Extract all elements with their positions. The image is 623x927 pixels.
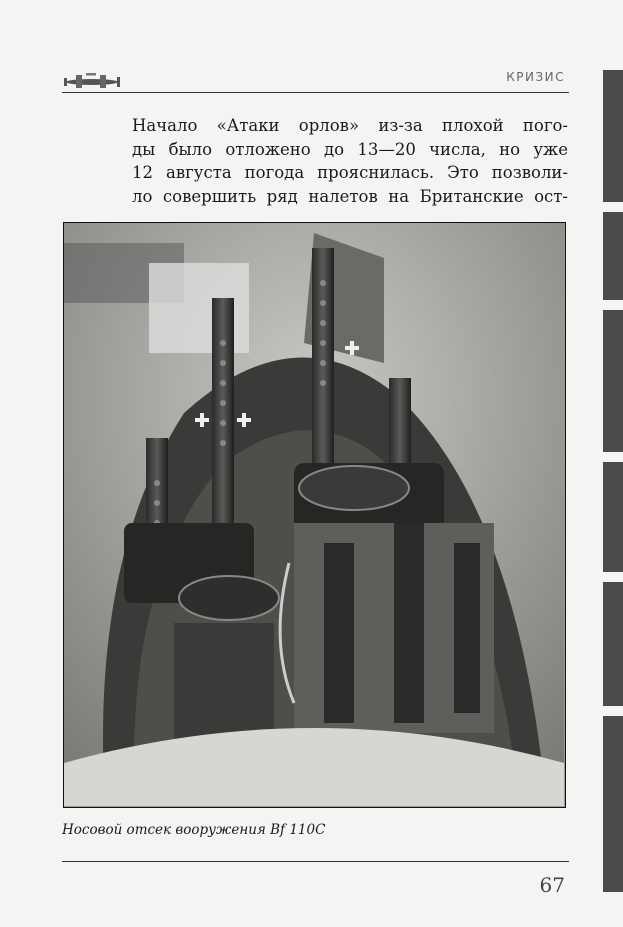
body-paragraph (132, 114, 568, 208)
thumb-index-tabs (603, 70, 623, 892)
page-number: 67 (539, 873, 565, 897)
text-line: ло совершить ряд налетов на Британские ост- (132, 186, 568, 206)
armament-photo (63, 222, 566, 808)
photo-illustration (64, 223, 564, 806)
footer-rule (62, 861, 569, 862)
section-title: КРИЗИС (506, 70, 565, 84)
text-line: 12 августа погода прояснилась. Это позволи- (132, 163, 568, 182)
header-rule (62, 92, 569, 93)
airplane-icon (62, 72, 124, 88)
running-header (62, 68, 569, 94)
text-line: ды было отложено до 13—20 числа, но уже (132, 139, 568, 159)
text-line: Начало «Атаки орлов» из-за плохой пого- (132, 116, 568, 135)
figure-caption: Носовой отсек вооружения Bf 110С (62, 822, 326, 838)
